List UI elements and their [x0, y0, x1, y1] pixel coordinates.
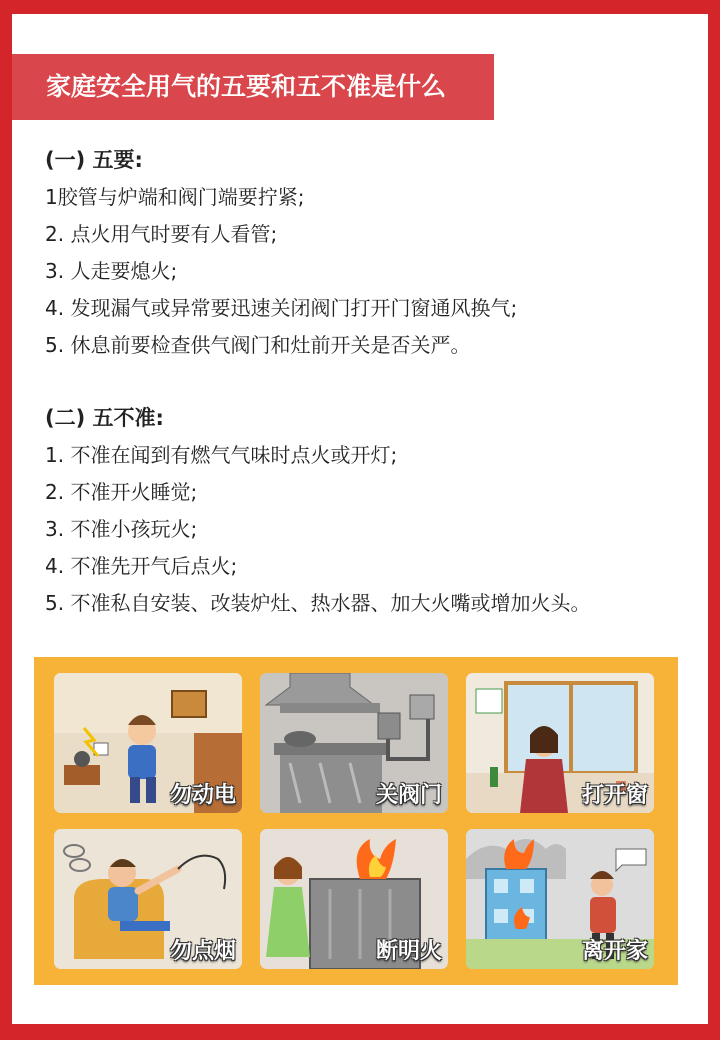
section-heading: (一) 五要: — [45, 148, 143, 172]
list-item: 2. 点火用气时要有人看管; — [45, 222, 278, 246]
section-five-musts — [45, 142, 705, 364]
list-item: 3. 不准小孩玩火; — [45, 517, 198, 541]
list-item: 3. 人走要熄火; — [45, 259, 178, 283]
list-item: 1. 不准在闻到有燃气气味时点火或开灯; — [45, 443, 398, 467]
tile-label: 勿动电 — [169, 783, 236, 808]
page-title: 家庭安全用气的五要和五不准是什么 — [12, 54, 494, 120]
list-item: 5. 不准私自安装、改装炉灶、热水器、加大火嘴或增加火头。 — [45, 591, 591, 615]
tile-fire — [260, 829, 448, 969]
list-item: 4. 不准先开气后点火; — [45, 554, 238, 578]
tile-label: 离开家 — [581, 939, 648, 964]
section-heading: (二) 五不准: — [45, 406, 164, 430]
content-card — [12, 14, 708, 1024]
list-item: 5. 休息前要检查供气阀门和灶前开关是否关严。 — [45, 333, 471, 357]
tile-valve — [260, 673, 448, 813]
list-item: 2. 不准开火睡觉; — [45, 480, 198, 504]
tile-label: 关阀门 — [375, 783, 442, 808]
tile-smoking — [54, 829, 242, 969]
tile-leave — [466, 829, 654, 969]
tile-label: 勿点烟 — [169, 939, 236, 964]
illustration-grid — [34, 657, 678, 985]
tile-electric — [54, 673, 242, 813]
tile-label: 断明火 — [375, 939, 442, 964]
list-item: 4. 发现漏气或异常要迅速关闭阀门打开门窗通风换气; — [45, 296, 518, 320]
tile-window — [466, 673, 654, 813]
list-item: 1胶管与炉端和阀门端要拧紧; — [45, 185, 305, 209]
section-five-prohibitions — [45, 400, 705, 622]
tile-label: 打开窗 — [581, 783, 648, 808]
